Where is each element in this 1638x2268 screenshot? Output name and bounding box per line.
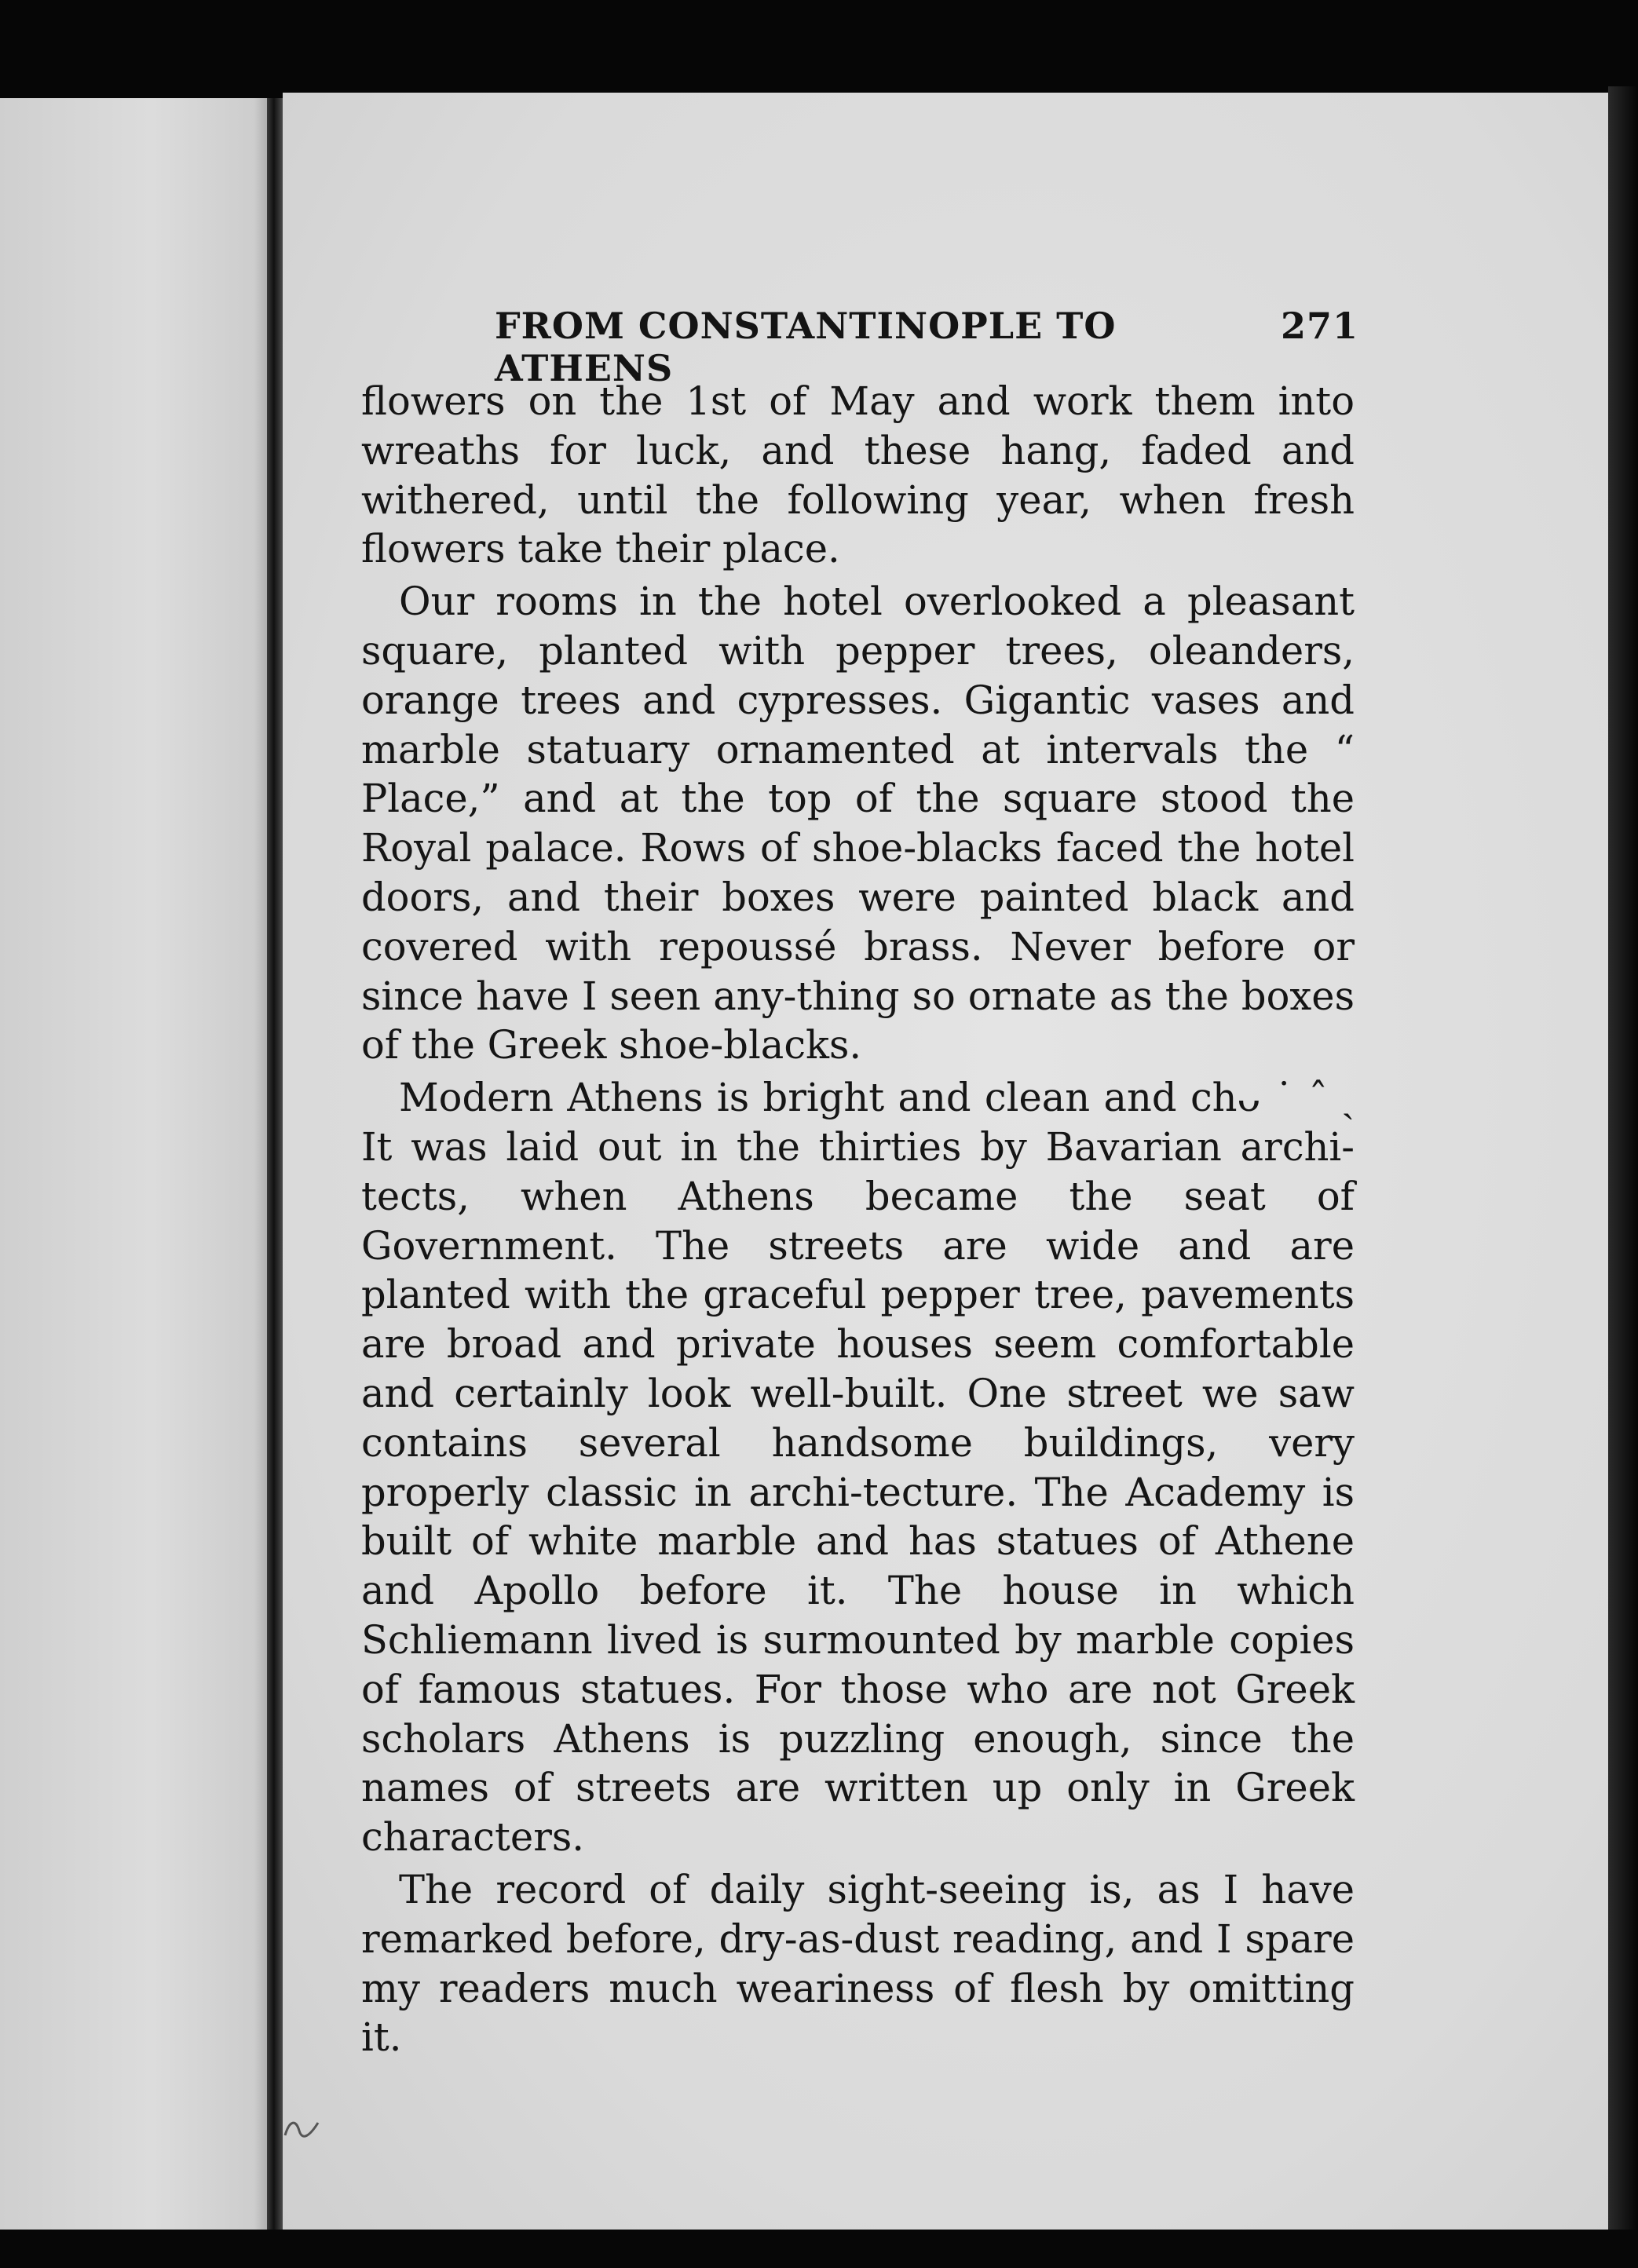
page-edge-shadow (1608, 86, 1638, 2268)
paragraph-4: The record of daily sight-seeing is, as I have remarked before, dry-as-dust reading, and I spare my readers much weariness of flesh by omitting it. (361, 1866, 1355, 2061)
left-page-blank (0, 98, 276, 2230)
pencil-mark-icon (279, 2112, 326, 2143)
page-number: 271 (1280, 305, 1358, 347)
running-head-title: FROM CONSTANTINOPLE TO ATHENS (495, 305, 1117, 389)
paragraph-1: flowers on the 1st of May and work them into wreaths for luck, and these hang, faded and withered, until the following year, when fresh flowers take their place. (361, 378, 1355, 572)
scan-bottom-border (0, 2230, 1638, 2268)
body-text (361, 377, 1355, 2065)
paragraph-3: Modern Athens is bright and clean and chᴗ ˙ ˆ ˎ It was laid out in the thirties by Bavarian archi-tects, when Athens became the seat of Government. The streets are wide and are planted with the graceful pepper tree, pavements are broad and private houses seem comfortable and certainly look well-built. One street we saw contains several handsome buildings, very properly classic in archi-tecture. The Academy is built of white marble and has statues of Athene and Apollo before it. The house in which Schliemann lived is surmounted by marble copies of famous statues. For those who are not Greek scholars Athens is puzzling enough, since the names of streets are written up only in Greek characters. (361, 1075, 1355, 1861)
book-gutter (267, 98, 284, 2237)
paragraph-2: Our rooms in the hotel overlooked a pleasant square, planted with pepper trees, oleanders, orange trees and cypresses. Gigantic vases and marble statuary ornamented at intervals the “ Place,” and at the top of the square stood the Royal palace. Rows of shoe-blacks faced the hotel doors, and their boxes were painted black and covered with repoussé brass. Never before or since have I seen any-thing so ornate as the boxes of the Greek shoe-blacks. (361, 579, 1355, 1068)
